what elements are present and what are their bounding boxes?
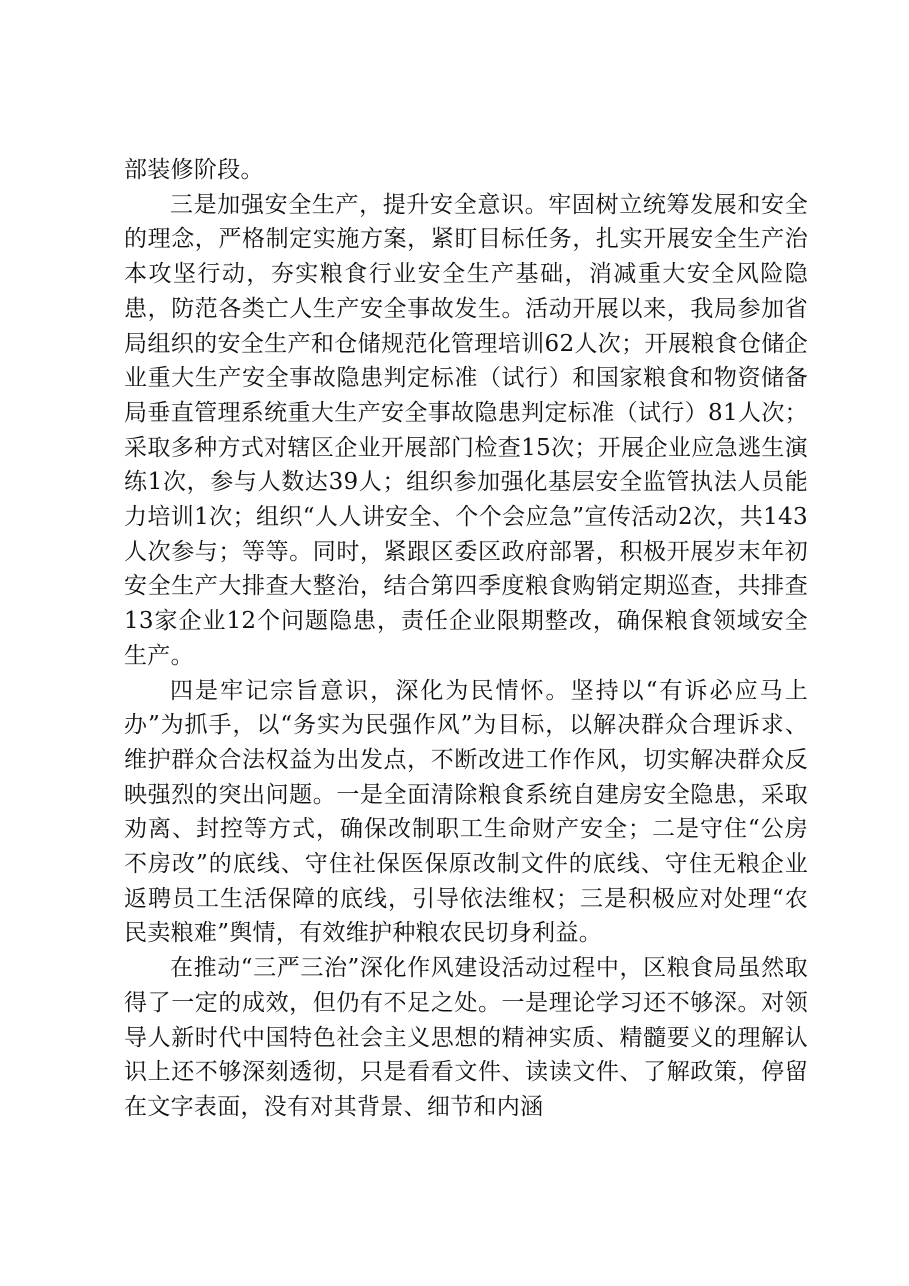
paragraph-shortcomings: 在推动“三严三治”深化作风建设活动过程中，区粮食局虽然取得了一定的成效，但仍有不足之处。一是理论学习还不够深。对领导人新时代中国特色社会主义思想的精神实质、精髓要义的理解认识上还不够深刻透彻，只是看看文件、读读文件、了解政策，停留在文字表面，没有对其背景、细节和内涵 — [124, 955, 808, 1120]
document-page — [124, 153, 808, 1125]
paragraph-safety-production: 三是加强安全生产，提升安全意识。牢固树立统筹发展和安全的理念，严格制定实施方案，紧盯目标任务，扎实开展安全生产治本攻坚行动，夯实粮食行业安全生产基础，消减重大安全风险隐患，防范各类亡人生产安全事故发生。活动开展以来，我局参加省局组织的安全生产和仓储规范化管理培训62人次；开展粮食仓储企业重大生产安全事故隐患判定标准（试行）和国家粮食和物资储备局垂直管理系统重大生产安全事故隐患判定标准（试行）81人次；采取多种方式对辖区企业开展部门检查15次；开展企业应急逃生演练1次，参与人数达39人；组织参加强化基层安全监管执法人员能力培训1次；组织“人人讲安全、个个会应急”宣传活动2次，共143人次参与；等等。同时，紧跟区委区政府部署，积极开展岁末年初安全生产大排查大整治，结合第四季度粮食购销定期巡查，共排查13家企业12个问题隐患，责任企业限期整改，确保粮食领域安全生产。 — [124, 191, 808, 669]
paragraph-continuation: 部装修阶段。 — [124, 157, 264, 183]
paragraph-serve-people: 四是牢记宗旨意识，深化为民情怀。坚持以“有诉必应马上办”为抓手，以“务实为民强作风”为目标，以解决群众合理诉求、维护群众合法权益为出发点，不断改进工作作风，切实解决群众反映强烈的突出问题。一是全面清除粮食系统自建房安全隐患，采取劝离、封控等方式，确保改制职工生命财产安全；二是守住“公房不房改”的底线、守住社保医保原改制文件的底线、守住无粮企业返聘员工生活保障的底线，引导依法维权；三是积极应对处理“农民卖粮难”舆情，有效维护种粮农民切身利益。 — [124, 677, 808, 947]
